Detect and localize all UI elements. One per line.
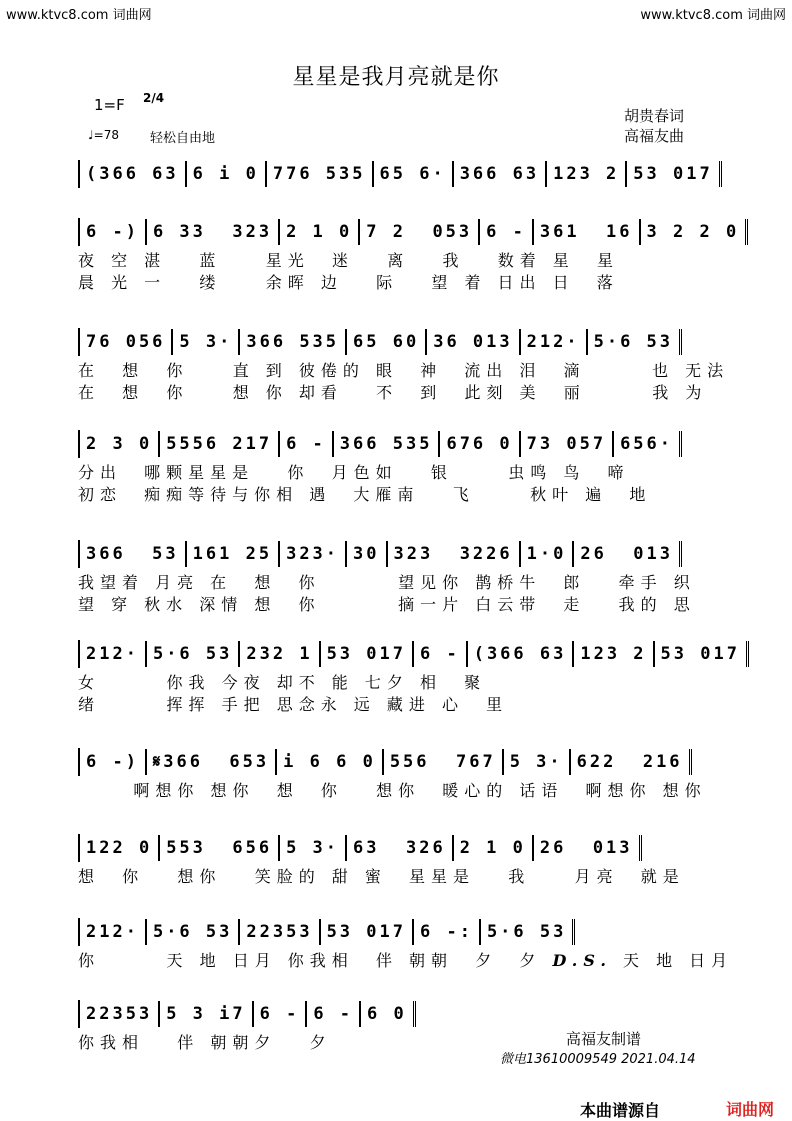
- measure: 65 60: [347, 329, 427, 355]
- measure: 5 3·: [173, 329, 240, 355]
- notation-system: [78, 834, 718, 888]
- measure: 553 656: [160, 835, 280, 861]
- notation-system: [78, 430, 718, 506]
- song-title: 星星是我月亮就是你: [292, 65, 500, 90]
- measure: 73 057: [521, 431, 614, 457]
- measure: 36 013: [427, 329, 520, 355]
- lyric-line: 晨 光 一 缕 余晖 边 际 望 着 日出 日 落: [78, 273, 619, 292]
- measure: 212·: [80, 919, 147, 945]
- notation-system: [78, 160, 718, 192]
- lyric-line: 望 穿 秋水 深情 想 你 摘一片 白云带 走 我的 思: [78, 595, 696, 614]
- measure: 656·: [614, 431, 682, 457]
- measure: 366 535: [334, 431, 441, 457]
- measure: 30: [347, 541, 387, 567]
- dal-segno-marking: D.S.: [552, 951, 612, 970]
- notes-line: [78, 748, 718, 776]
- measure: 776 535: [267, 161, 374, 187]
- lyric-line: 想 你 想你 笑脸的 甜 蜜 星星是 我 月亮 就是: [78, 867, 685, 886]
- expression-marking: 轻松自由地: [150, 131, 216, 146]
- measure: (366 63: [468, 641, 575, 667]
- notes-line: [78, 218, 740, 246]
- notation-system: [78, 748, 718, 802]
- measure: 2 1 0: [280, 219, 360, 245]
- measure: 𝄋366 653: [147, 749, 277, 775]
- measure: 6 i 0: [187, 161, 267, 187]
- measure: 676 0: [440, 431, 520, 457]
- measure: 6 -: [480, 219, 534, 245]
- measure: 2 3 0: [80, 431, 160, 457]
- measure: 6 -: [280, 431, 334, 457]
- lyric-line: 啊想你 想你 想 你 想你 暖心的 话语 啊想你 想你: [78, 781, 707, 800]
- measure: 366 63: [454, 161, 547, 187]
- measure: 22353: [240, 919, 320, 945]
- tempo-marking: ♩=78: [88, 128, 119, 142]
- measure: 1·0: [521, 541, 575, 567]
- measure: 2 1 0: [454, 835, 534, 861]
- measure: 65 6·: [374, 161, 454, 187]
- measure: 6 0: [361, 1001, 416, 1027]
- measure: 5 3·: [280, 835, 347, 861]
- notes-line: [78, 1000, 718, 1028]
- measure: i 6 6 0: [277, 749, 384, 775]
- measure: 5·6 53: [481, 919, 575, 945]
- measure: 622 216: [571, 749, 692, 775]
- measure: 6 -: [414, 641, 468, 667]
- key-signature: 1=F: [94, 96, 125, 114]
- measure: 5 3·: [504, 749, 571, 775]
- measure: 5556 217: [160, 431, 280, 457]
- composer-credit: 高福友曲: [624, 127, 685, 145]
- transcriber-signature: 高福友制谱: [566, 1030, 642, 1048]
- measure: 76 056: [80, 329, 173, 355]
- measure: 212·: [80, 641, 147, 667]
- lyricist-credit: 胡贵春词: [624, 107, 685, 125]
- notation-system: [78, 218, 740, 294]
- lyric-line: 你 天 地 日月 你我相 伴 朝朝 夕 夕 D.S. 天 地 日月: [78, 951, 734, 970]
- notes-line: [78, 918, 718, 946]
- lyric-line: 夜 空 湛 蓝 星光 迷 离 我 数着 星 星: [78, 251, 619, 270]
- measure: 123 2: [547, 161, 627, 187]
- measure: 212·: [521, 329, 588, 355]
- measure: 6 -: [307, 1001, 361, 1027]
- measure: 63 326: [347, 835, 454, 861]
- measure: 232 1: [240, 641, 320, 667]
- measure: 5 3 i7: [160, 1001, 253, 1027]
- notation-system: [78, 640, 740, 716]
- notation-system: [78, 328, 730, 404]
- lyric-line: 分出 哪颗星星是 你 月色如 银 虫鸣 鸟 啼: [78, 463, 630, 482]
- notes-line: [78, 640, 740, 668]
- watermark-left: www.ktvc8.com 词曲网: [6, 8, 152, 23]
- measure: 5·6 53: [147, 919, 240, 945]
- source-label: 本曲谱源自: [580, 1101, 661, 1120]
- measure: 53 017: [321, 919, 414, 945]
- measure: 6 -: [254, 1001, 308, 1027]
- measure: (366 63: [80, 161, 187, 187]
- lyric-line: 我望着 月亮 在 想 你 望见你 鹊桥牛 郎 牵手 织: [78, 573, 696, 592]
- notation-system: [78, 918, 734, 972]
- time-signature: 2/4: [143, 91, 165, 105]
- measure: 323·: [280, 541, 347, 567]
- measure: 6 -): [80, 749, 147, 775]
- lyric-line: 女 你我 今夜 却不 能 七夕 相 聚: [78, 673, 487, 692]
- measure: 26 013: [574, 541, 682, 567]
- measure: 366 535: [240, 329, 347, 355]
- measure: 6 -): [80, 219, 147, 245]
- measure: 5·6 53: [588, 329, 682, 355]
- measure: 26 013: [534, 835, 642, 861]
- measure: 556 767: [384, 749, 504, 775]
- notation-system: [78, 540, 718, 616]
- notes-line: [78, 540, 718, 568]
- notes-line: [78, 160, 718, 188]
- site-logo[interactable]: 词曲网: [726, 1100, 775, 1119]
- measure: 7 2 053: [360, 219, 480, 245]
- measure: 6 -:: [414, 919, 481, 945]
- measure: 22353: [80, 1001, 160, 1027]
- measure: 6 33 323: [147, 219, 280, 245]
- measure: 123 2: [574, 641, 654, 667]
- measure: 122 0: [80, 835, 160, 861]
- notes-line: [78, 328, 718, 356]
- lyric-line: 初恋 痴痴等待与你相 遇 大雁南 飞 秋叶 遍 地: [78, 485, 652, 504]
- measure: 53 017: [627, 161, 721, 187]
- measure: 3 2 2 0: [641, 219, 749, 245]
- lyric-line: 你我相 伴 朝朝夕 夕: [78, 1033, 332, 1052]
- measure: 366 53: [80, 541, 187, 567]
- watermark-right: www.ktvc8.com 词曲网: [640, 8, 786, 23]
- measure: 361 16: [534, 219, 641, 245]
- measure: 5·6 53: [147, 641, 240, 667]
- notes-line: [78, 430, 718, 458]
- measure: 323 3226: [388, 541, 521, 567]
- measure: 53 017: [321, 641, 414, 667]
- measure: 161 25: [187, 541, 280, 567]
- contact-info: 微电13610009549 2021.04.14: [500, 1052, 696, 1067]
- lyric-line: 绪 挥挥 手把 思念永 远 藏进 心 里: [78, 695, 509, 714]
- lyric-line: 在 想 你 直 到 彼倦的 眼 神 流出 泪 滴 也 无法: [78, 361, 730, 380]
- measure: 53 017: [655, 641, 749, 667]
- lyric-line: 在 想 你 想 你 却看 不 到 此刻 美 丽 我 为: [78, 383, 708, 402]
- notes-line: [78, 834, 718, 862]
